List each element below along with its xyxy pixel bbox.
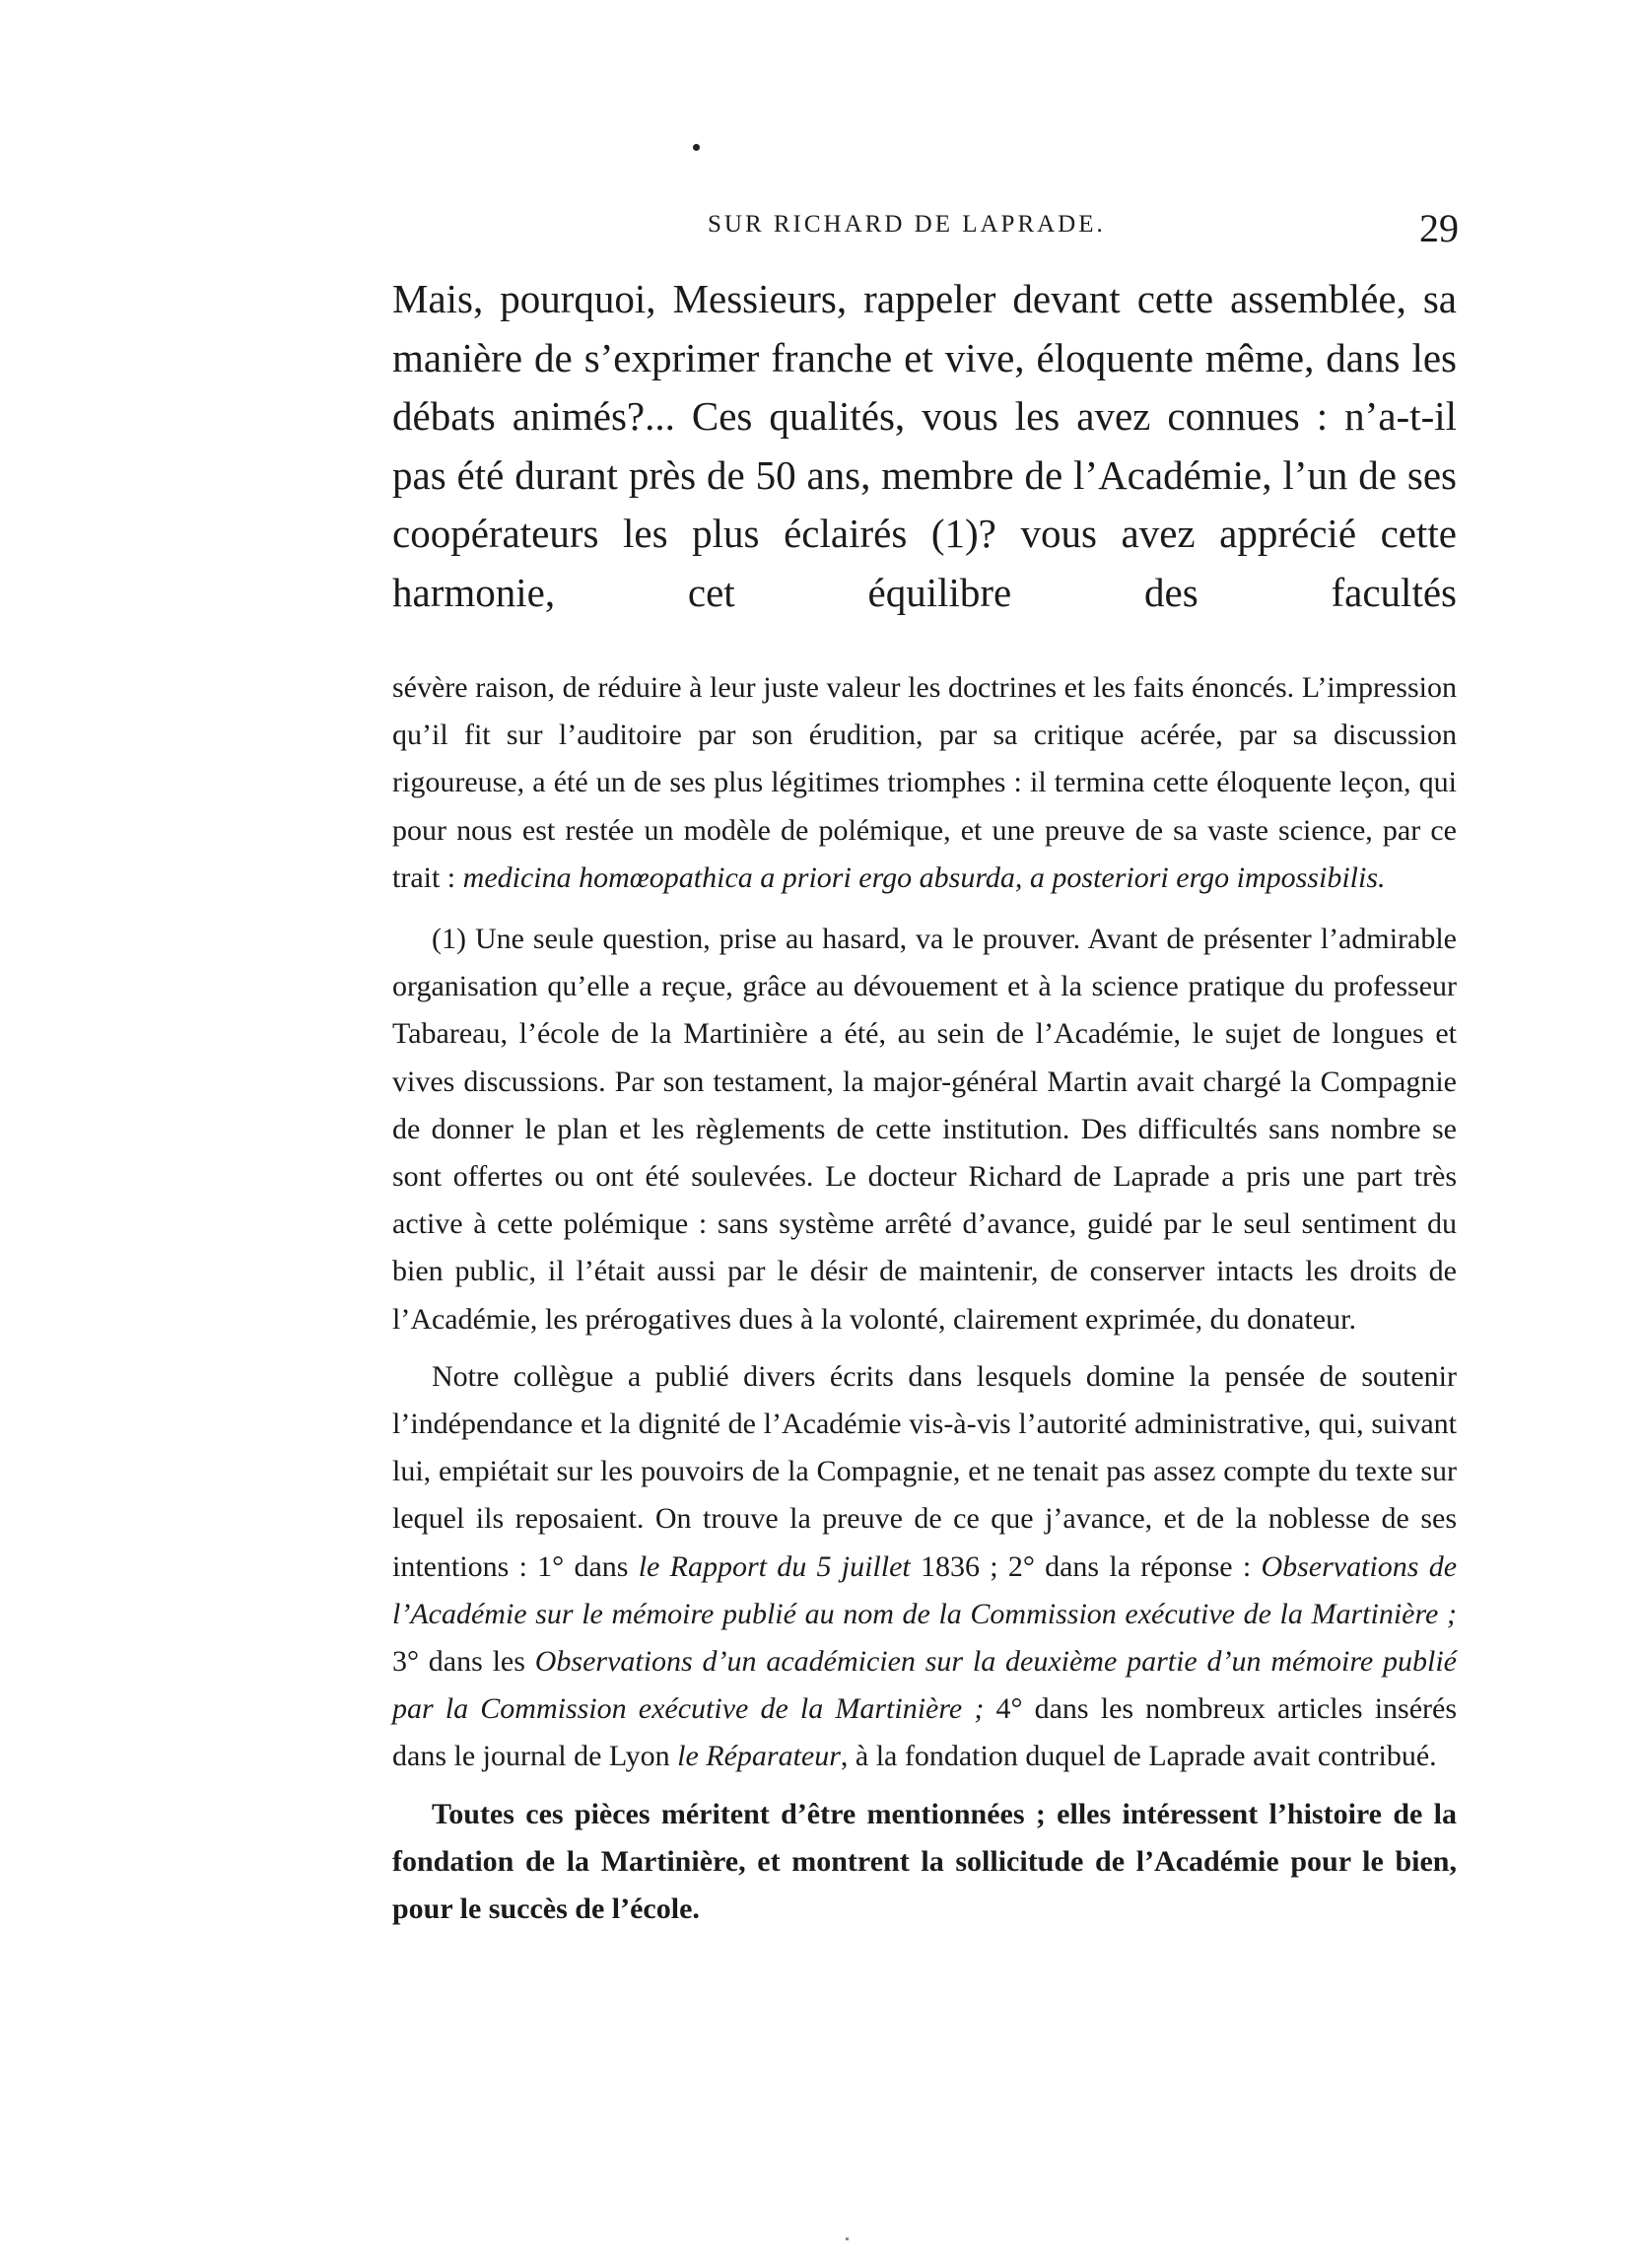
paragraph-publications-title-1: le Rapport du 5 juillet	[638, 1549, 911, 1583]
paragraph-publications	[392, 1353, 1457, 1781]
footnote-1: (1) Une seule question, prise au hasard, va le prouver. Avant de présenter l’admirable organisation qu’elle a reçue, grâce au dévouement et à la science pratique du professeur Tabareau, l’école de la Martinière a été, au sein de l’Académie, le sujet de longues et vives discussions. Par son testament, la major-général Martin avait chargé la Compagnie de donner le plan et les règlements de cette institution. Des difficultés sans nombre se sont offertes ou ont été soulevées. Le docteur Richard de Laprade a pris une part très active à cette polémique : sans système arrêté d’avance, guidé par le seul sentiment du bien public, il l’était aussi par le désir de maintenir, de conserver intacts les droits de l’Académie, les prérogatives dues à la volonté, clairement exprimée, du donateur.	[392, 923, 1457, 1336]
notes-block	[392, 664, 1457, 1943]
paragraph-publications-text-2: 1836 ; 2° dans la réponse :	[921, 1549, 1252, 1583]
paragraph-publications-text-5: , à la fondation duquel de Laprade avait contribué.	[840, 1740, 1437, 1773]
note-continuation	[392, 664, 1457, 902]
paragraph-conclusion: Toutes ces pièces méritent d’être mentionnées ; elles intéressent l’histoire de la fondation de la Martinière, et montrent la sollicitude de l’Académie pour le bien, pour le succès de l’école.	[392, 1797, 1457, 1926]
main-text-block	[392, 270, 1457, 622]
main-paragraph: Mais, pourquoi, Messieurs, rappeler devant cette assemblée, sa manière de s’exprimer franche et vive, éloquente même, dans les débats animés?... Ces qualités, vous les avez connues : n’a-t-il pas été durant près de 50 ans, membre de l’Académie, l’un de ses coopérateurs les plus éclairés (1)? vous avez apprécié cette harmonie, cet équilibre des facultés	[392, 276, 1457, 615]
paragraph-publications-title-3: Observations d’un académicien sur la deuxième partie d’un mémoire publié par la Commission exécutive de la Martinière ;	[392, 1645, 1457, 1726]
page-number: 29	[1419, 206, 1459, 250]
running-head: SUR RICHARD DE LAPRADE.	[708, 211, 1106, 238]
ink-dot	[693, 144, 700, 151]
note-continuation-text: sévère raison, de réduire à leur juste valeur les doctrines et les faits énoncés. L’impression qu’il fit sur l’auditoire par son érudition, par sa critique acérée, par sa discussion rigoureuse, a été un de ses plus légitimes triomphes : il termina cette éloquente leçon, qui pour nous est restée un modèle de polémique, et une preuve de sa vaste science, par ce trait :	[392, 671, 1457, 894]
paragraph-publications-title-4: le Réparateur	[677, 1740, 841, 1773]
paragraph-publications-title-2: Observations de l’Académie sur le mémoire publié au nom de la Commission exécutive de la Martinière ;	[392, 1549, 1458, 1630]
paragraph-publications-text-4: 4° dans les nombreux articles insérés dans le journal de Lyon	[392, 1692, 1458, 1773]
footer-mark	[846, 2237, 849, 2240]
paragraph-publications-text-3: 3° dans les	[392, 1645, 525, 1679]
paragraph-publications-text-1: Notre collègue a publié divers écrits dans lesquels domine la pensée de soutenir l’indépendance et la dignité de l’Académie vis-à-vis l’autorité administrative, qui, suivant lui, empiétait sur les pouvoirs de la Compagnie, et ne tenait pas assez compte du texte sur lequel ils reposaient. On trouve la preuve de ce que j’avance, et de la noblesse de ses intentions : 1° dans	[392, 1359, 1457, 1583]
note-continuation-latin: medicina homœopathica a priori ergo absurda, a posteriori ergo impossibilis.	[462, 860, 1386, 894]
